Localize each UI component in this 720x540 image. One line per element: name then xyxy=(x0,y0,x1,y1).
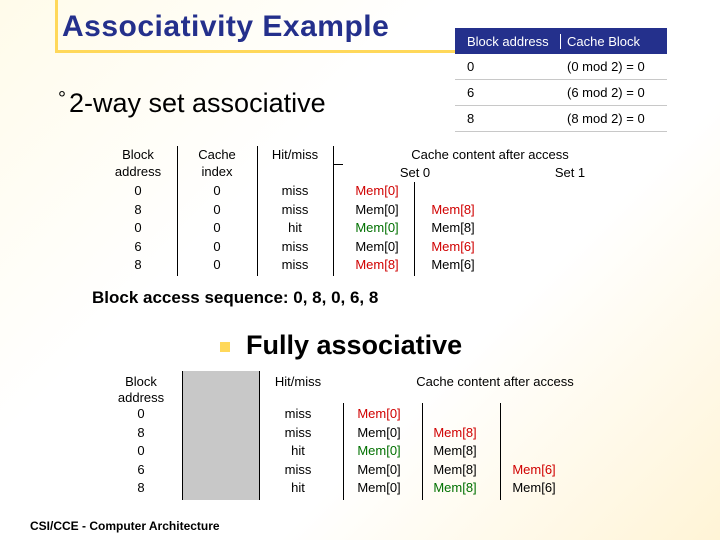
table-row-hitmiss: hit xyxy=(288,220,302,235)
header-hit-miss: Hit/miss xyxy=(274,374,322,389)
sequence-text: Block access sequence: 0, 8, 0, 6, 8 xyxy=(92,288,379,307)
header-block-address: Block xyxy=(125,374,157,389)
table-row-content: Mem[0] xyxy=(355,201,399,217)
mapping-cell: 6 xyxy=(467,85,475,100)
table-row-content: Mem[8] xyxy=(433,480,477,495)
table-row-content: Mem[0] xyxy=(355,220,399,235)
mapping-cell: 0 xyxy=(467,59,475,74)
bullet-2way-text: 2-way set associative xyxy=(69,88,326,118)
table-row-block: 0 xyxy=(137,406,145,421)
table-row xyxy=(455,54,667,80)
mapping-header-block: Block address xyxy=(455,34,561,49)
mapping-cell: (8 mod 2) = 0 xyxy=(567,111,645,126)
table-row-block: 6 xyxy=(134,238,142,254)
table-row xyxy=(455,106,667,132)
table-row-content: Mem[0] xyxy=(357,424,401,440)
table-row-content: Mem[6] xyxy=(431,257,475,272)
footer-text: CSI/CCE - Computer Architecture xyxy=(30,519,220,533)
table-row-content: Mem[0] xyxy=(357,443,401,458)
mapping-header-row xyxy=(455,28,667,54)
table-row-block: 0 xyxy=(134,183,142,198)
table-row-hitmiss: hit xyxy=(291,443,305,458)
table-row-content: Mem[6] xyxy=(431,238,475,254)
table-row-content: Mem[8] xyxy=(433,461,477,477)
slide-title: Associativity Example xyxy=(62,10,390,43)
table-row-content: Mem[8] xyxy=(431,220,475,235)
table-row-content: Mem[0] xyxy=(357,480,401,495)
header-cache-content: Cache content after access xyxy=(411,147,569,162)
title-accent-vertical xyxy=(55,0,58,52)
mapping-cell: 8 xyxy=(467,111,475,126)
mapping-cell: (0 mod 2) = 0 xyxy=(567,59,645,74)
table-row-content: Mem[0] xyxy=(355,183,399,198)
table-row-index: 0 xyxy=(213,238,221,254)
header-block-address: address xyxy=(114,164,162,179)
header-block-address: Block xyxy=(122,147,154,162)
divider xyxy=(182,371,183,500)
table-row-content: Mem[8] xyxy=(433,443,477,458)
table-row-hitmiss: miss xyxy=(281,201,309,217)
table-row-content: Mem[8] xyxy=(433,424,477,440)
mapping-table xyxy=(455,28,667,132)
table-row xyxy=(455,80,667,106)
table-row-hitmiss: miss xyxy=(284,424,312,440)
square-bullet-icon xyxy=(220,342,230,352)
divider xyxy=(414,182,415,276)
table-row-hitmiss: miss xyxy=(281,257,309,272)
table-row-index: 0 xyxy=(213,201,221,217)
header-block-address: address xyxy=(117,390,165,405)
table-row-block: 8 xyxy=(134,201,142,217)
divider xyxy=(422,403,423,500)
table-row-block: 8 xyxy=(134,257,142,272)
divider xyxy=(257,146,258,276)
table-row-hitmiss: miss xyxy=(281,238,309,254)
divider xyxy=(500,403,501,500)
divider xyxy=(177,146,178,276)
table-row-content: Mem[0] xyxy=(357,461,401,477)
divider xyxy=(259,371,260,500)
table-row-hitmiss: miss xyxy=(284,406,312,421)
table-row-index: 0 xyxy=(213,220,221,235)
header-cache-index: Cache xyxy=(198,147,236,162)
table-row-block: 8 xyxy=(137,424,145,440)
table-row-block: 6 xyxy=(137,461,145,477)
divider xyxy=(333,164,343,165)
table-row-content: Mem[0] xyxy=(355,238,399,254)
table-row-content: Mem[0] xyxy=(357,406,401,421)
divider xyxy=(343,403,344,500)
empty-index-column xyxy=(183,371,259,500)
table-row-content: Mem[6] xyxy=(512,480,556,495)
title-accent-horizontal xyxy=(55,50,455,53)
bullet-fully: Fully associative xyxy=(246,330,463,360)
table-row-index: 0 xyxy=(213,183,221,198)
table-row-block: 0 xyxy=(134,220,142,235)
table-row-block: 8 xyxy=(137,480,145,495)
header-hit-miss: Hit/miss xyxy=(271,147,319,162)
divider xyxy=(333,160,334,161)
table-row-hitmiss: miss xyxy=(281,183,309,198)
table-row-hitmiss: hit xyxy=(291,480,305,495)
mapping-cell: (6 mod 2) = 0 xyxy=(567,85,645,100)
table-row-index: 0 xyxy=(213,257,221,272)
table-row-block: 0 xyxy=(137,443,145,458)
header-cache-index: index xyxy=(201,164,233,179)
bullet-2way xyxy=(58,88,326,119)
table-row-hitmiss: miss xyxy=(284,461,312,477)
table-row-content: Mem[6] xyxy=(512,461,556,477)
degree-bullet: ° xyxy=(58,88,66,110)
mapping-header-cache: Cache Block xyxy=(567,33,640,49)
divider xyxy=(333,146,334,276)
header-cache-content: Cache content after access xyxy=(416,374,574,389)
table-row-content: Mem[8] xyxy=(355,257,399,272)
table-row-content: Mem[8] xyxy=(431,201,475,217)
header-set0: Set 0 xyxy=(399,165,431,180)
header-set1: Set 1 xyxy=(554,165,586,180)
